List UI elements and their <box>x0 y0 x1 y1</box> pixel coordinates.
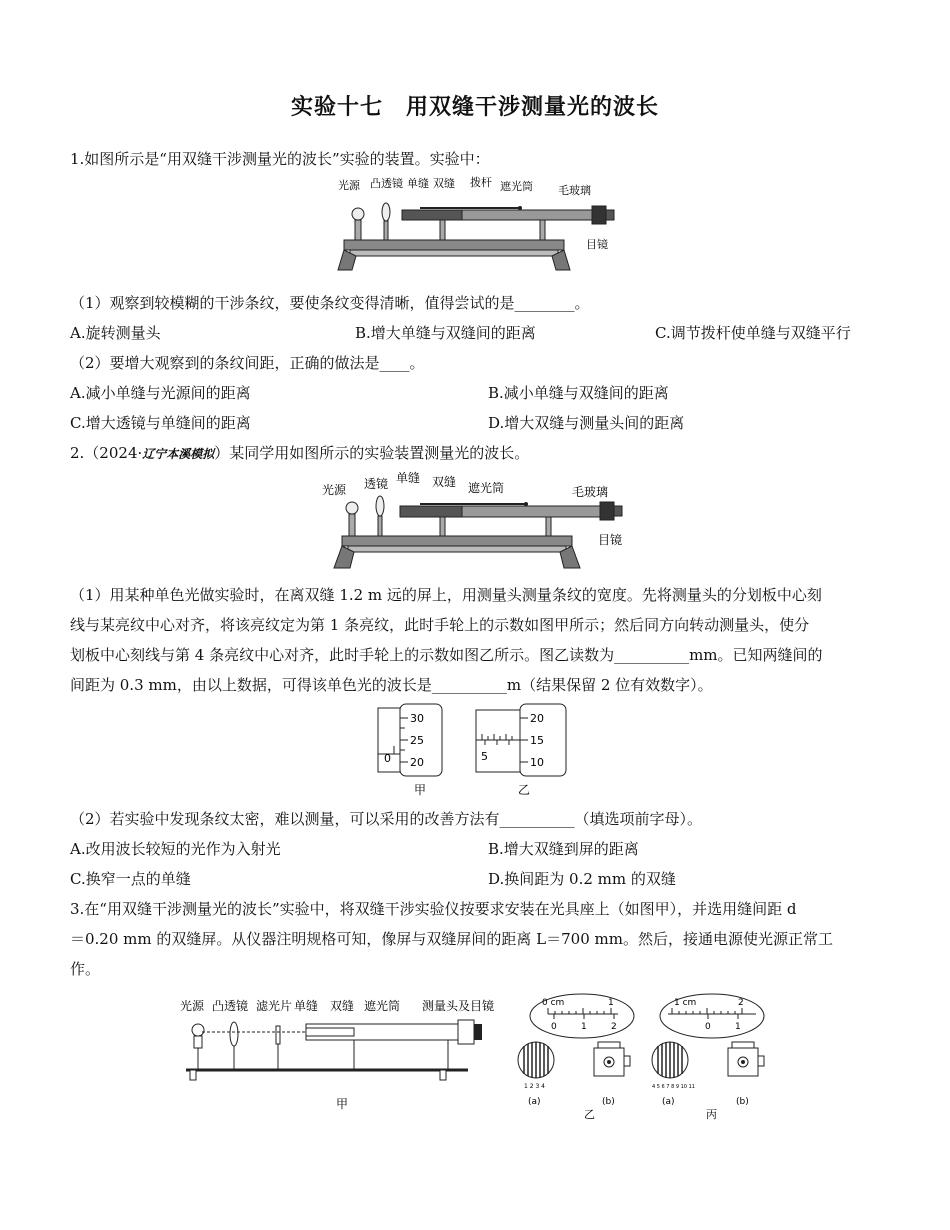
bing-label-a: (a) <box>662 1097 675 1107</box>
q2-label-single: 单缝 <box>396 471 421 485</box>
q3-line-3: 作。 <box>70 960 101 978</box>
q1-part2-option-d: D.增大双缝与测量头间的距离 <box>488 414 685 432</box>
q1-label-tube: 遮光筒 <box>500 180 533 193</box>
yi-scale-top-0cm: 0 cm <box>542 998 565 1008</box>
q2-stem-prefix: 2.（2024· <box>70 444 143 462</box>
bing-scale-top-1cm: 1 cm <box>674 998 697 1008</box>
q1-label-light: 光源 <box>338 179 360 192</box>
jia-caption: 甲 <box>414 783 427 797</box>
q1-apparatus-figure <box>330 174 620 278</box>
q1-label-double: 双缝 <box>433 177 455 190</box>
q2-part2-option-b: B.增大双缝到屏的距离 <box>488 840 639 858</box>
q2-part2: （2）若实验中发现条纹太密，难以测量，可以采用的改善方法有__________（填选项前字母）。 <box>70 810 703 828</box>
q1-label-eyepiece: 目镜 <box>586 238 608 251</box>
q2-label-double: 双缝 <box>432 475 457 489</box>
bing-caption-fig: 丙 <box>706 1108 717 1121</box>
bing-label-b: (b) <box>736 1097 749 1107</box>
q3-line-2: ＝0.20 mm 的双缝屏。从仪器注明规格可知，像屏与双缝屏间的距离 L＝700 mm。然后，接通电源使光源正常工 <box>70 930 833 948</box>
yi-label-a: (a) <box>528 1097 541 1107</box>
yi-main-5: 5 <box>481 750 488 763</box>
bing-scale-bottom-1: 1 <box>735 1022 741 1032</box>
q3-label-tube: 遮光筒 <box>364 999 401 1013</box>
q1-part1-option-a: A.旋转测量头 <box>70 324 161 342</box>
q3-fig-jia-caption: 甲 <box>336 1097 349 1111</box>
q2-label-lens: 透镜 <box>364 477 389 491</box>
q1-part2-option-c: C.增大透镜与单缝间的距离 <box>70 414 251 432</box>
micrometer-jia <box>372 702 452 798</box>
yi-scale-bottom-0: 0 <box>551 1022 557 1032</box>
q2-part2-option-c: C.换窄一点的单缝 <box>70 870 191 888</box>
q3-apparatus-figure-jia <box>178 992 510 1116</box>
yi-tick-15: 15 <box>530 734 544 747</box>
yi-caption-fig: 乙 <box>584 1108 595 1121</box>
yi-tick-10: 10 <box>530 756 544 769</box>
q1-label-screen: 毛玻璃 <box>558 184 591 197</box>
q3-figure-yi <box>514 992 642 1122</box>
q1-label-lever: 拨杆 <box>470 176 492 189</box>
micrometer-yi <box>472 702 582 798</box>
yi-scale-bottom-1: 1 <box>581 1022 587 1032</box>
q2-label-light: 光源 <box>322 483 347 497</box>
bing-scale-top-2: 2 <box>738 998 744 1008</box>
q3-label-double: 双缝 <box>330 999 355 1013</box>
yi-label-b: (b) <box>602 1097 615 1107</box>
yi-tick-20: 20 <box>530 712 544 725</box>
yi-scale-top-1: 1 <box>608 998 614 1008</box>
q3-label-single: 单缝 <box>294 999 319 1013</box>
jia-tick-20: 20 <box>410 756 424 769</box>
q2-part1-line-4: 间距为 0.3 mm，由以上数据，可得该单色光的波长是__________m（结果保留 2 位有效数字）。 <box>70 676 713 694</box>
page-title: 实验十七 用双缝干涉测量光的波长 <box>290 95 659 120</box>
q2-label-screen: 毛玻璃 <box>572 485 609 499</box>
yi-scale-bottom-2: 2 <box>611 1022 617 1032</box>
jia-tick-30: 30 <box>410 712 424 725</box>
q1-label-single: 单缝 <box>407 177 429 190</box>
q3-label-lens: 凸透镜 <box>212 999 249 1013</box>
q3-label-head: 测量头及目镜 <box>422 999 495 1013</box>
q2-part1-line-2: 线与某亮纹中心对齐，将该亮纹定为第 1 条亮纹，此时手轮上的示数如图甲所示；然后同方向转动测量头，使分 <box>70 616 810 634</box>
q1-part1-option-c: C.调节拨杆使单缝与双缝平行 <box>655 324 851 342</box>
q1-part1-option-b: B.增大单缝与双缝间的距离 <box>355 324 536 342</box>
jia-main-0: 0 <box>384 752 391 765</box>
q2-stem-suffix: ）某同学用如图所示的实验装置测量光的波长。 <box>214 444 530 462</box>
q2-label-tube: 遮光筒 <box>468 481 505 495</box>
q2-part1-line-3: 划板中心刻线与第 4 条亮纹中心对齐，此时手轮上的示数如图乙所示。图乙读数为__________mm。已知两缝间的 <box>70 646 823 664</box>
q2-part1-line-1: （1）用某种单色光做实验时，在离双缝 1.2 m 远的屏上，用测量头测量条纹的宽度。先将测量头的分划板中心刻 <box>70 586 822 604</box>
q1-part1: （1）观察到较模糊的干涉条纹，要使条纹变得清晰，值得尝试的是________。 <box>70 294 590 312</box>
jia-tick-25: 25 <box>410 734 424 747</box>
q1-label-lens: 凸透镜 <box>370 177 403 190</box>
q2-part2-option-a: A.改用波长较短的光作为入射光 <box>70 840 281 858</box>
q2-source: 辽宁本溪模拟 <box>142 447 215 461</box>
q1-part2-option-b: B.减小单缝与双缝间的距离 <box>488 384 669 402</box>
q3-label-light: 光源 <box>180 999 205 1013</box>
q3-line-1: 3.在“用双缝干涉测量光的波长”实验中，将双缝干涉实验仪按要求安装在光具座上（如图甲），并选用缝间距 d <box>70 900 797 918</box>
q1-part2: （2）要增大观察到的条纹间距，正确的做法是____。 <box>70 354 425 372</box>
q2-stem <box>70 438 882 469</box>
bing-scale-bottom-0: 0 <box>705 1022 711 1032</box>
bing-fringe-numbers: 4 5 6 7 8 9 10 11 <box>652 1084 695 1090</box>
q1-part2-option-a: A.减小单缝与光源间的距离 <box>70 384 251 402</box>
q2-label-eyepiece: 目镜 <box>598 533 623 547</box>
q1-stem: 1.如图所示是“用双缝干涉测量光的波长”实验的装置。实验中： <box>70 150 490 168</box>
q2-apparatus-figure <box>320 468 630 576</box>
q3-figure-bing <box>648 992 776 1122</box>
q3-label-filter: 滤光片 <box>256 999 293 1013</box>
yi-caption: 乙 <box>518 783 531 797</box>
yi-fringe-numbers: 1 2 3 4 <box>524 1083 545 1090</box>
q2-part2-option-d: D.换间距为 0.2 mm 的双缝 <box>488 870 676 888</box>
